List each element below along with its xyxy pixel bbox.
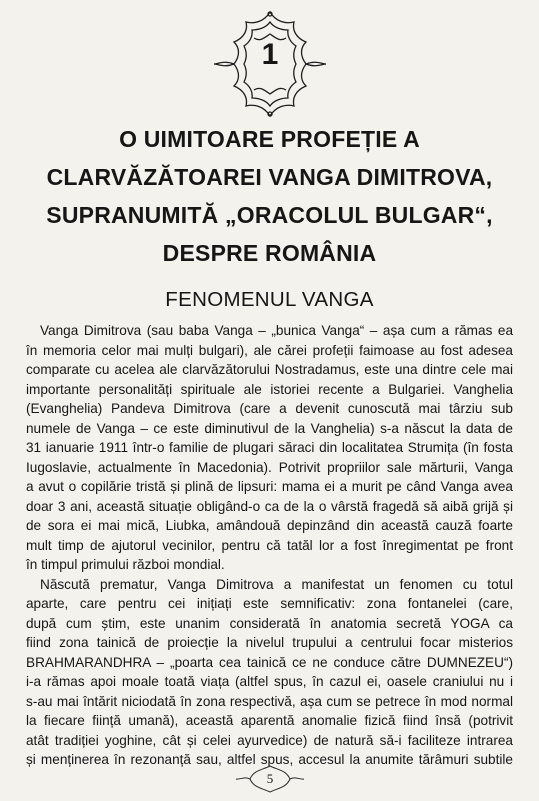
chapter-title-line: CLARVĂZĂTOAREI VANGA DIMITROVA, (46, 164, 493, 190)
text-line: s-au mai întărit niciodată în zona respectivă, așa cum se petrece în mod normal (26, 693, 513, 709)
text-line: după cum știm, este unanim considerată în anatomia secretă YOGA ca (26, 615, 513, 631)
text-line: (Evanghelia) Pandeva Dimitrova (care a devenit cunoscută mai târziu sub (26, 401, 513, 416)
text-line: la fiecare ființă umană), această aparentă anomalie fizică fiind însă (potrivit (26, 713, 513, 728)
text-line: Vanga Dimitrova (sau baba Vanga – „bunica Vanga“ – așa cum a rămas ea (40, 323, 513, 338)
text-line: aparte, care pentru cei inițiați este semnificativ: zona fontanelei (care, (26, 596, 513, 611)
chapter-title-line: DESPRE ROMÂNIA (162, 240, 377, 266)
text-line: și menținerea în rezonanță sau, altfel spus, accesul la anumite tărâmuri subtile (26, 752, 513, 767)
chapter-title-line: SUPRANUMITĂ „ORACOLUL BULGAR“, (46, 202, 493, 228)
section-heading: FENOMENUL VANGA (165, 288, 374, 311)
body-text (26, 321, 513, 770)
text-line: fiind zona tainică de proiecție la nivelul trupului a centrului focar misterios (26, 635, 513, 650)
text-line: atât tradiției yoghine, cât și celei ayurvedice) de natură să-i faciliteze intrarea (26, 732, 513, 748)
text-line: Născută prematur, Vanga Dimitrova a manifestat un fenomen cu totul (40, 576, 513, 592)
text-line: mult timp de ajutorul vecinilor, pentru că tatăl lor a fost înregimentat pe front (26, 537, 513, 553)
chapter-title-line: O UIMITOARE PROFEȚIE A (119, 126, 420, 152)
page-number: 5 (266, 771, 274, 786)
text-line: BRAHMARANDHRA – „poarta cea tainică ce ne conduce către DUMNEZEU“) (26, 654, 513, 670)
text-line: 31 ianuarie 1911 într-o familie de plugari săraci din localitatea Strumița (în fosta (26, 440, 513, 455)
text-line: a avut o copilărie tristă și plină de lipsuri: mama ei a murit pe când Vanga avea (26, 479, 513, 494)
text-line: numele de Vanga – ce este diminutivul de la Vanghelia) s-a născut la data de (26, 420, 513, 436)
text-line: comparate cu acelea ale clarvăzătorului Nostradamus, este una dintre cele mai (26, 362, 513, 377)
text-line: în timpul primului război mondial. (26, 557, 225, 572)
chapter-title (22, 120, 517, 272)
text-line: importante personalități spirituale ale istoriei recente a Bulgariei. Vanghelia (26, 381, 513, 397)
text-line: i-a rămas apoi moale toată viața (altfel spus, în cazul ei, oasele craniului nu i (26, 674, 513, 689)
text-line: Iugoslavie, actualmente în Macedonia). Potrivit propriilor sale mărturii, Vanga (26, 459, 513, 475)
text-line: de sora ei mai mică, Liubka, amândouă depinzând din această cauză foarte (26, 518, 513, 533)
text-line: în memoria celor mai mulți bulgari), ale cărei profeții faimoase au fost adesea (26, 342, 513, 358)
text-line: doar 3 ani, această situație obligând-o ca de la o vârstă fragedă să aibă grijă și (26, 498, 513, 514)
chapter-number: 1 (261, 38, 279, 71)
